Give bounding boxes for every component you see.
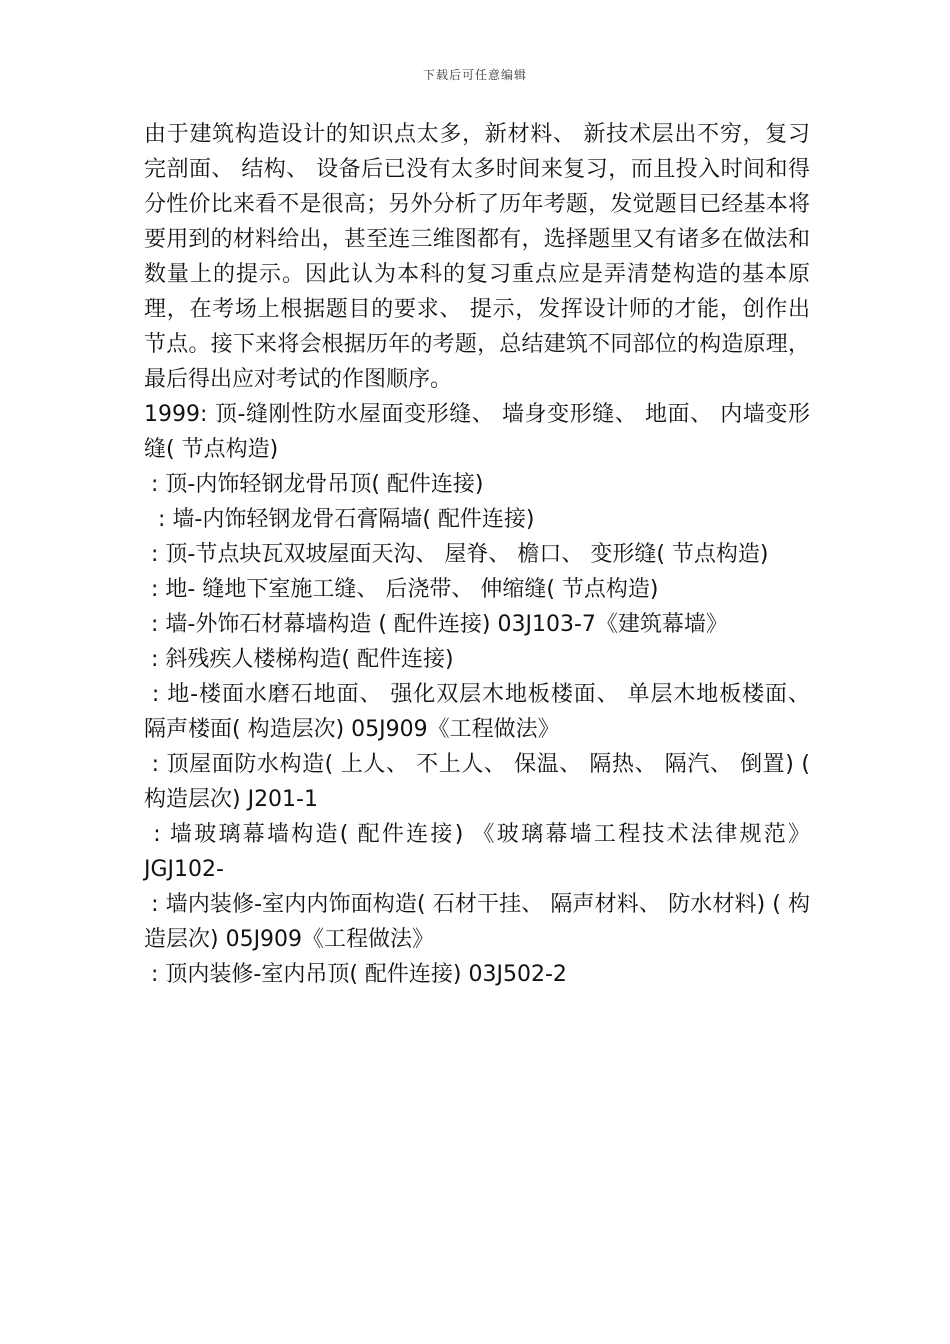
list-item: : 墙玻璃幕墙构造( 配件连接) 《玻璃幕墙工程技术法律规范》JGJ102- [144, 822, 810, 882]
page-header: 下载后可任意编辑 [422, 68, 527, 82]
list-item: : 地- 缝地下室施工缝、 后浇带、 伸缩缝( 节点构造) [144, 577, 659, 602]
list-item: : 墙-内饰轻钢龙骨石膏隔墙( 配件连接) [144, 507, 535, 532]
list-item: : 顶内装修-室内吊顶( 配件连接) 03J502-2 [144, 962, 567, 987]
list-item: : 顶屋面防水构造( 上人、 不上人、 保温、 隔热、 隔汽、 倒置) ( 构造层次) J201-1 [144, 752, 818, 812]
list-item: : 墙内装修-室内内饰面构造( 石材干挂、 隔声材料、 防水材料) ( 构造层次) 05J909《工程做法》 [144, 892, 811, 952]
list-item: : 斜残疾人楼梯构造( 配件连接) [144, 647, 454, 672]
list-item: : 顶-节点块瓦双坡屋面天沟、 屋脊、 檐口、 变形缝( 节点构造) [144, 542, 769, 567]
document-body [144, 117, 818, 992]
list-item: : 顶-内饰轻钢龙骨吊顶( 配件连接) [144, 472, 484, 497]
intro-paragraph: 由于建筑构造设计的知识点太多，新材料、 新技术层出不穷，复习完剖面、 结构、 设备后已没有太多时间来复习，而且投入时间和得分性价比来看不是很高；另外分析了历年考题，发觉题目已经基本将要用到的材料给出，甚至连三维图都有，选择题里又有诸多在做法和数量上的提示。因此认为本科的复习重点应是弄清楚构造的基本原理，在考场上根据题目的要求、 提示，发挥设计师的才能，创作出节点。接下来将会根据历年的考题，总结建筑不同部位的构造原理，最后得出应对考试的作图顺序。 [144, 122, 810, 392]
list-item-1999: 1999: 顶-缝刚性防水屋面变形缝、 墙身变形缝、 地面、 内墙变形缝( 节点构造) [144, 402, 810, 462]
list-item: : 墙-外饰石材幕墙构造 ( 配件连接) 03J103-7《建筑幕墙》 [144, 612, 728, 637]
list-item: : 地-楼面水磨石地面、 强化双层木地板楼面、 单层木地板楼面、 隔声楼面( 构造层次) 05J909《工程做法》 [144, 682, 817, 742]
